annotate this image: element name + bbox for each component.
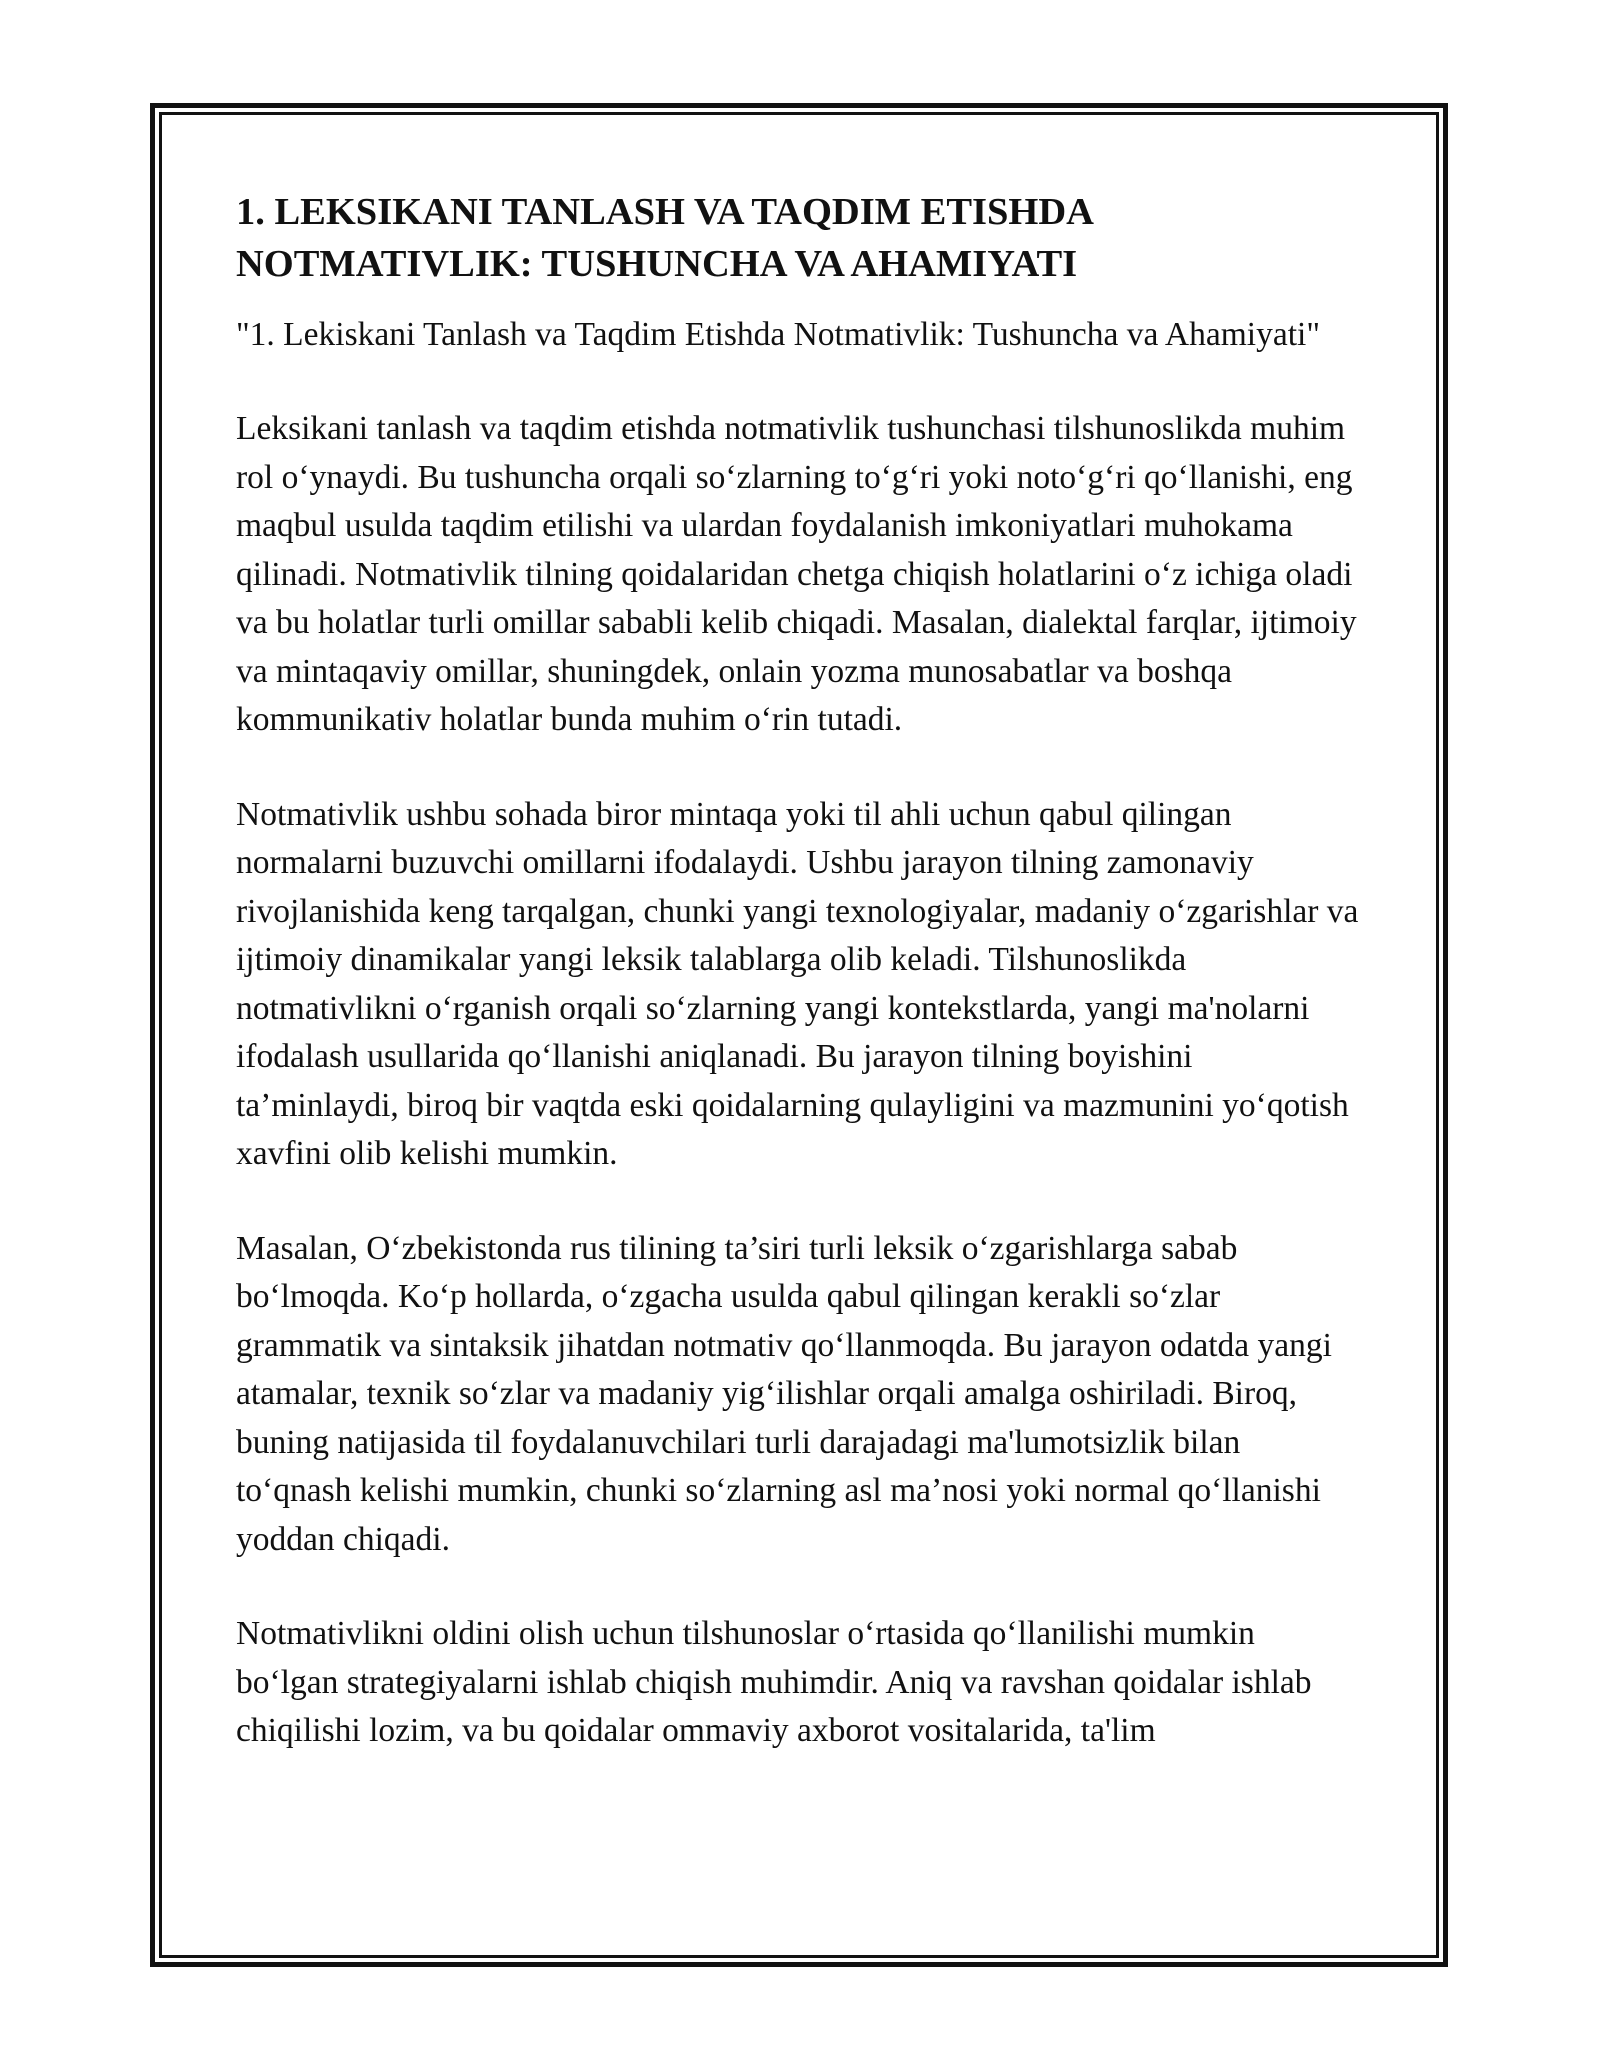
paragraph: Leksikani tanlash va taqdim etishda notmativlik tushunchasi tilshunoslikda muhim rol o‘ynaydi. Bu tushuncha orqali so‘zlarning to‘g‘ri yoki noto‘g‘ri qo‘llanishi, eng maqbul usulda taqdim etilishi va ulardan foydalanish imkoniyatlari muhokama qilinadi. Notmativlik tilning qoidalaridan chetga chiqish holatlarini o‘z ichiga oladi va bu holatlar turli omillar sababli kelib chiqadi. Masalan, dialektal farqlar, ijtimoiy va mintaqaviy omillar, shuningdek, onlain yozma munosabatlar va boshqa kommunikativ holatlar bunda muhim o‘rin tutadi. <box>236 410 1357 738</box>
document-body <box>236 186 1362 1756</box>
paragraph: Masalan, O‘zbekistonda rus tilining ta’siri turli leksik o‘zgarishlarga sabab bo‘lmoqda. Ko‘p hollarda, o‘zgacha usulda qabul qilingan kerakli so‘zlar grammatik va sintaksik jihatdan notmativ qo‘llanmoqda. Bu jarayon odatda yangi atamalar, texnik so‘zlar va madaniy yig‘ilishlar orqali amalga oshiriladi. Biroq, buning natijasida til foydalanuvchilari turli darajadagi ma'lumotsizlik bilan to‘qnash kelishi mumkin, chunki so‘zlarning asl ma’nosi yoki normal qo‘llanishi yoddan chiqadi. <box>236 1229 1332 1558</box>
paragraph: Notmativlik ushbu sohada biror mintaqa yoki til ahli uchun qabul qilingan normalarni buzuvchi omillarni ifodalaydi. Ushbu jarayon tilning zamonaviy rivojlanishida keng tarqalgan, chunki yangi texnologiyalar, madaniy o‘zgarishlar va ijtimoiy dinamikalar yangi leksik talablarga olib keladi. Tilshunoslikda notmativlikni o‘rganish orqali so‘zlarning yangi kontekstlarda, yangi ma'nolarni ifodalash usullarida qo‘llanishi aniqlanadi. Bu jarayon tilning boyishini ta’minlaydi, biroq bir vaqtda eski qoidalarning qulayligini va mazmunini yo‘qotish xavfini olib kelishi mumkin. <box>236 795 1359 1172</box>
section-subtitle: "1. Lekiskani Tanlash va Taqdim Etishda Notmativlik: Tushuncha va Ahamiyati" <box>236 316 1321 353</box>
section-heading: 1. LEKSIKANI TANLASH VA TAQDIM ETISHDA NOTMATIVLIK: TUSHUNCHA VA AHAMIYATI <box>236 191 1092 285</box>
paragraph: Notmativlikni oldini olish uchun tilshunoslar o‘rtasida qo‘llanilishi mumkin bo‘lgan strategiyalarni ishlab chiqish muhimdir. Aniq va ravshan qoidalar ishlab chiqilishi lozim, va bu qoidalar ommaviy axborot vositalarida, ta'lim <box>236 1615 1312 1749</box>
